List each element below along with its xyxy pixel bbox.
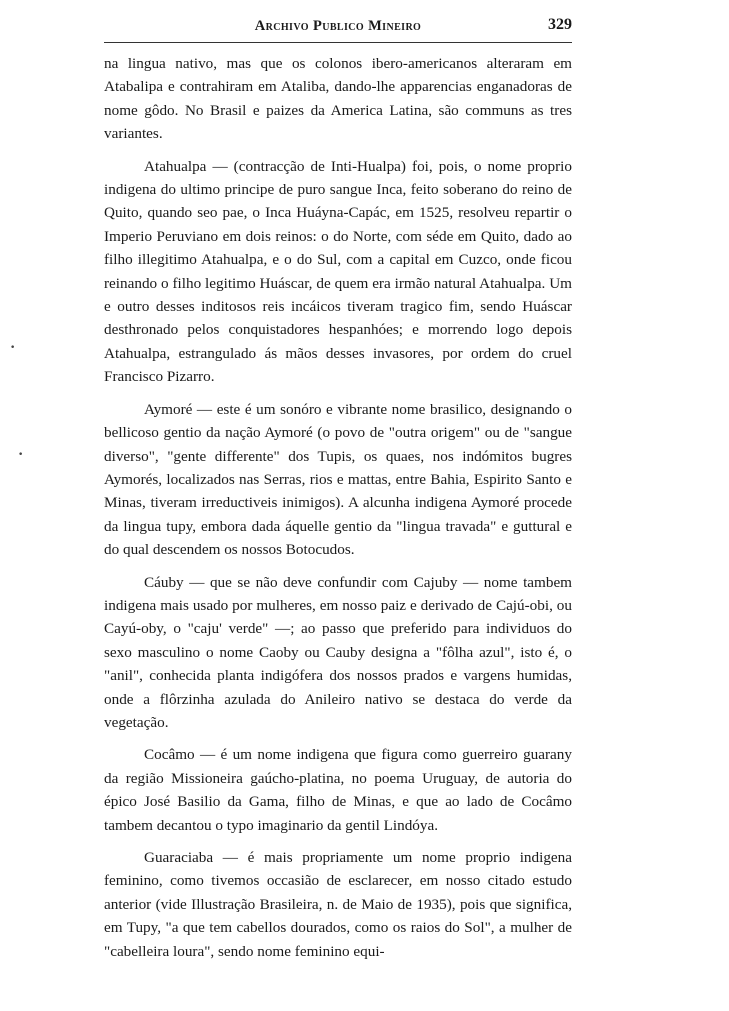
paragraph-continuation: na lingua nativo, mas que os colonos ibero-americanos alteraram em Atabalipa e contrahiram em Ataliba, dando-lhe apparencias enganadoras de nome gôdo. No Brasil e paizes da America Latina, são communs as tres variantes.	[104, 55, 572, 143]
running-header	[104, 14, 572, 40]
margin-mark: •	[10, 343, 16, 353]
paragraph-aymore: Aymoré — este é um sonóro e vibrante nome brasilico, designando o bellicoso gentio da nação Aymoré (o povo de "outra origem" ou de "sangue diverso", "gente differente" dos Tupis, os quaes, nos indómitos bugres Aymorés, localizados nas Serras, rios e mattas, entre Bahia, Espirito Santo e Minas, tiveram irreductiveis inimigos). A alcunha indigena Aymoré procede da lingua tupy, embora dada áquelle gentio da "lingua travada" e guttural e do qual descendem os nossos Botocudos.	[104, 400, 572, 559]
paragraph-guaraciaba: Guaraciaba — é mais propriamente um nome proprio indigena feminino, como tivemos occasião de esclarecer, em nosso citado estudo anterior (vide Illustração Brasileira, n. de Maio de 1935), pois que significa, em Tupy, "a que tem cabellos dourados, como os raios do Sol", a mulher de "cabelleira loura", sendo nome feminino equi-	[104, 849, 572, 960]
page-number: 329	[548, 16, 572, 33]
paragraph-cocamo: Cocâmo — é um nome indigena que figura como guerreiro guarany da região Missioneira gaúcho-platina, no poema Uruguay, de autoria do épico José Basilio da Gama, filho de Minas, e que ao lado de Cocâmo tambem decantou o typo imaginario da gentil Lindóya.	[104, 746, 572, 834]
paragraph-cauby: Cáuby — que se não deve confundir com Cajuby — nome tambem indigena mais usado por mulheres, em nosso paiz e derivado de Cajú-obi, ou Cayú-oby, o "caju' verde" —; ao passo que preferido para individuos do sexo masculino o nome Caoby ou Cauby designa a "fôlha azul", isto é, o "anil", conhecida planta indigófera dos nossos prados e vargens humidas, onde a flôrzinha azulada do Anileiro nativo se destaca do verde da vegetação.	[104, 573, 572, 731]
header-rule	[104, 42, 572, 43]
margin-mark: •	[18, 450, 24, 460]
body-text	[104, 52, 572, 972]
paragraph-atahualpa: Atahualpa — (contracção de Inti-Hualpa) foi, pois, o nome proprio indigena do ultimo principe de puro sangue Inca, feito soberano do reino de Quito, quando seo pae, o Inca Huáyna-Capác, em 1525, resolveu repartir o Imperio Peruviano em dois reinos: o do Norte, com séde em Quito, dado ao filho illegitimo Atahualpa, e o do Sul, com a capital em Cuzco, onde ficou reinando o filho legitimo Huáscar, de quem era irmão natural Atahualpa. Um e outro desses inditosos reis incáicos tiveram tragico fim, sendo Huáscar desthronado pelos conquistadores hespanhóes; e morrendo logo depois Atahualpa, estrangulado ás mãos desses invasores, por ordem do cruel Francisco Pizarro.	[104, 157, 572, 386]
header-title: Archivo Publico Mineiro	[254, 18, 422, 34]
